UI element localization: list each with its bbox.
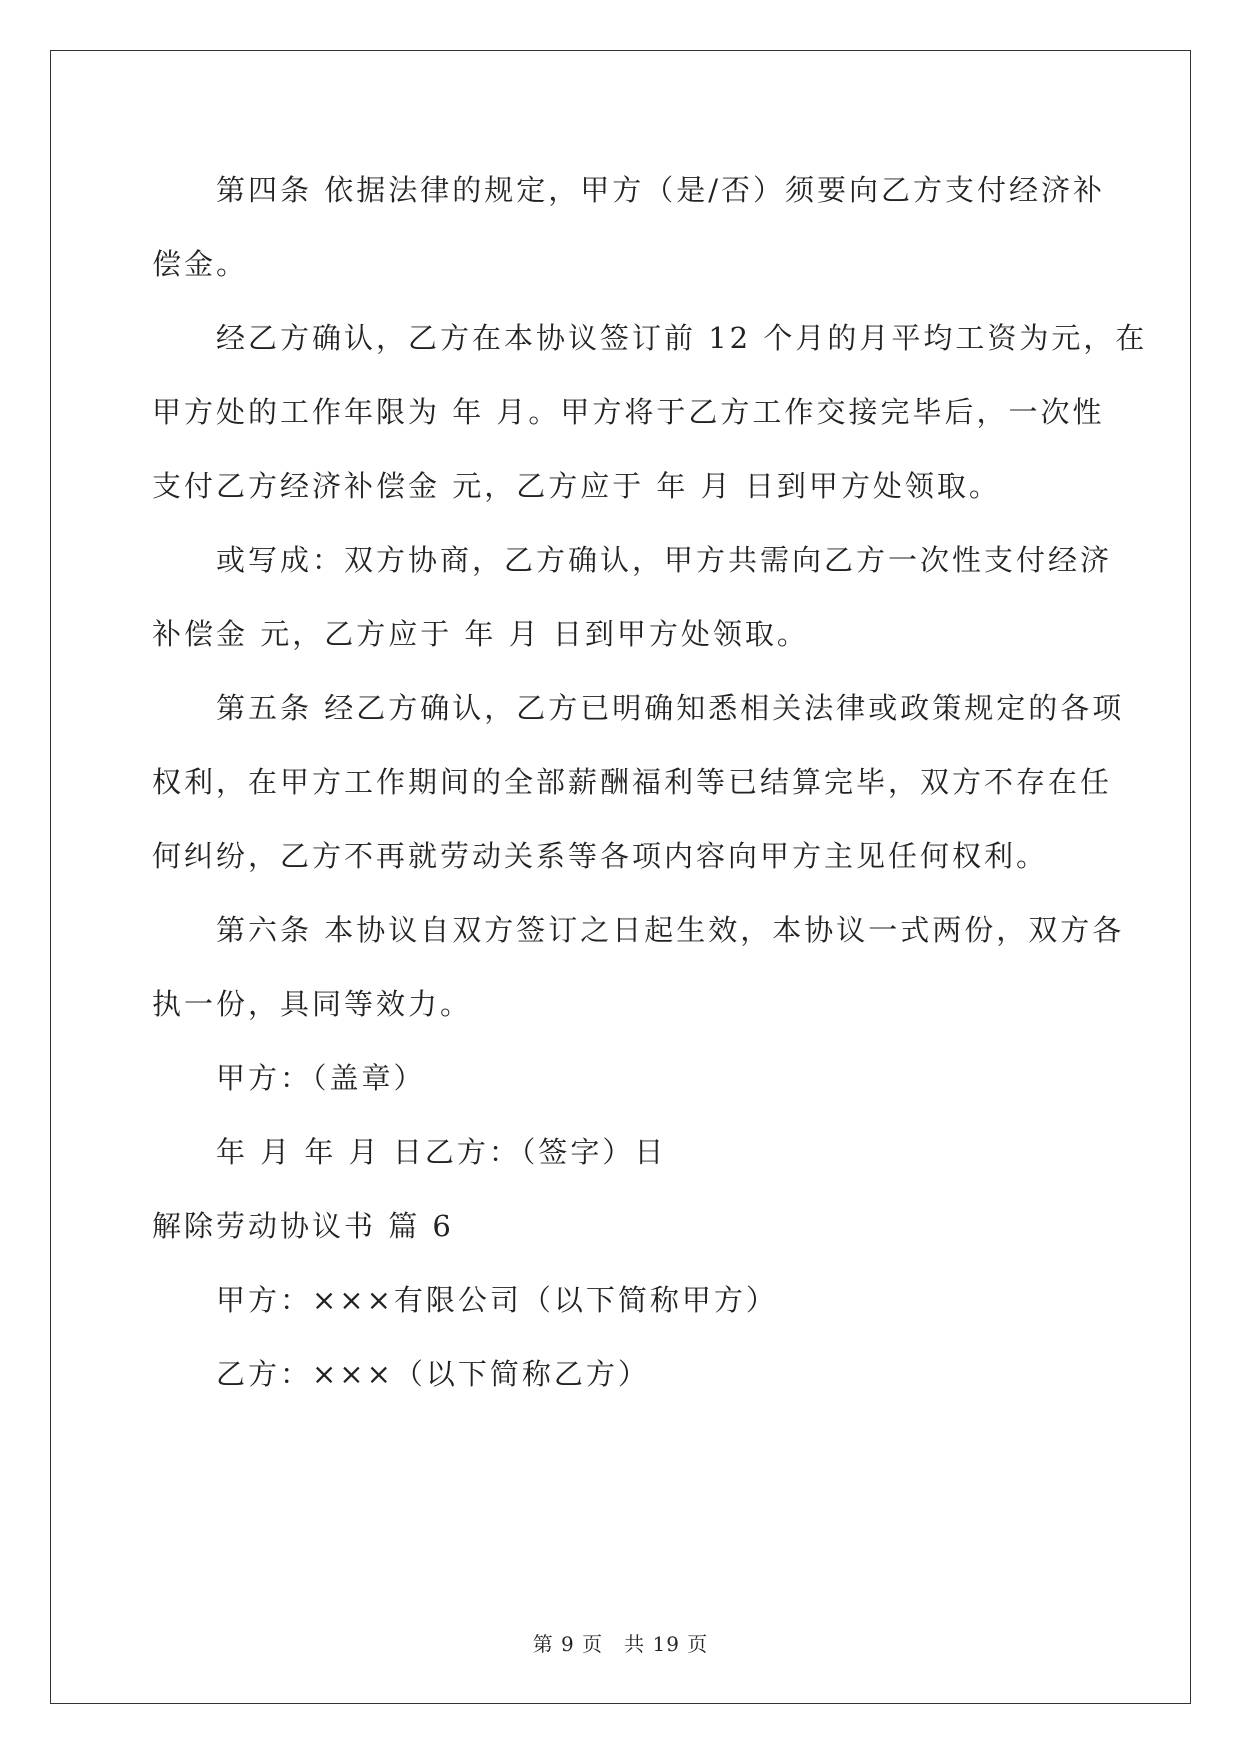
section-heading: 解除劳动协议书 篇 6: [152, 1209, 454, 1243]
paragraph-line: 何纠纷，乙方不再就劳动关系等各项内容向甲方主见任何权利。: [152, 839, 1049, 873]
party-b-line: 乙方：×××（以下简称乙方）: [216, 1357, 650, 1391]
paragraph-line: 或写成：双方协商，乙方确认，甲方共需向乙方一次性支付经济: [216, 543, 1113, 577]
party-a-seal-line: 甲方：（盖章）: [216, 1061, 426, 1095]
paragraph-line: 第五条 经乙方确认，乙方已明确知悉相关法律或政策规定的各项: [216, 691, 1125, 725]
paragraph-line: 偿金。: [152, 247, 249, 281]
page-frame: [50, 50, 1191, 1704]
paragraph-line: 第六条 本协议自双方签订之日起生效，本协议一式两份，双方各: [216, 913, 1125, 947]
paragraph-line: 执一份，具同等效力。: [152, 987, 473, 1021]
paragraph-line: 权利，在甲方工作期间的全部薪酬福利等已结算完毕，双方不存在任: [152, 765, 1113, 799]
paragraph-line: 补偿金 元，乙方应于 年 月 日到甲方处领取。: [152, 617, 809, 651]
paragraph-line: 经乙方确认，乙方在本协议签订前 12 个月的月平均工资为元，在: [216, 321, 1148, 355]
page-number-footer: 第 9 页 共 19 页: [532, 1632, 709, 1656]
paragraph-line: 支付乙方经济补偿金 元，乙方应于 年 月 日到甲方处领取。: [152, 469, 1001, 503]
paragraph-line: 第四条 依据法律的规定，甲方（是/否）须要向乙方支付经济补: [216, 173, 1105, 207]
paragraph-line: 甲方处的工作年限为 年 月。甲方将于乙方工作交接完毕后，一次性: [152, 395, 1105, 429]
signature-date-line: 年 月 年 月 日乙方：（签字）日: [216, 1135, 667, 1169]
party-a-line: 甲方：×××有限公司（以下简称甲方）: [216, 1283, 778, 1317]
